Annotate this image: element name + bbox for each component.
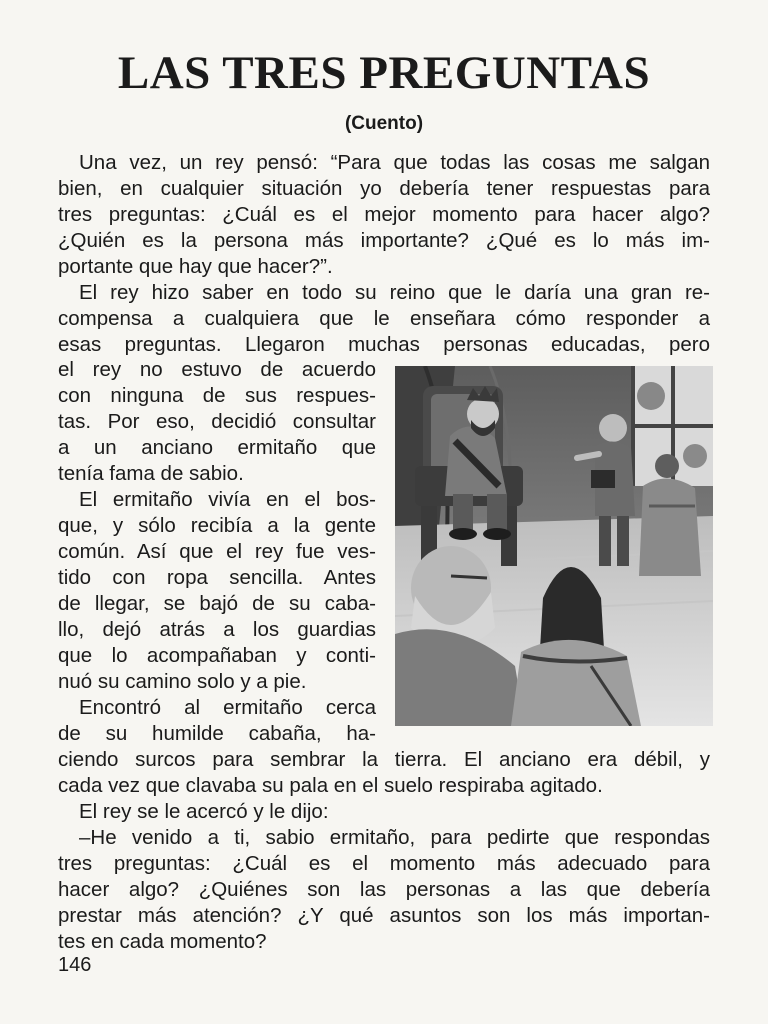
- text-line: tenía fama de sabio.: [58, 462, 244, 485]
- text-line: ¿Quién es la persona más importante? ¿Qué es lo más im-: [58, 229, 710, 252]
- text-line: de su humilde cabaña, ha-: [58, 722, 376, 745]
- text-line: que, y sólo recibía a la gente: [58, 514, 376, 537]
- text-line: compensa a cualquiera que le enseñara cómo responder a: [58, 307, 710, 330]
- text-line: tido con ropa sencilla. Antes: [58, 566, 376, 589]
- text-line: a un anciano ermitaño que: [58, 436, 376, 459]
- text-line: El rey hizo saber en todo su reino que le daría una gran re-: [79, 281, 710, 304]
- text-line: cada vez que clavaba su pala en el suelo respiraba agitado.: [58, 774, 603, 797]
- text-line: Encontró al ermitaño cerca: [79, 696, 376, 719]
- subtitle: (Cuento): [344, 113, 424, 134]
- text-line: nuó su camino solo y a pie.: [58, 670, 307, 693]
- page-number: 146: [58, 954, 92, 976]
- text-line: prestar más atención? ¿Y qué asuntos son los más importan-: [58, 904, 710, 927]
- text-line: El rey se le acercó y le dijo:: [79, 800, 329, 823]
- text-line: –He venido a ti, sabio ermitaño, para pedirte que respondas: [79, 826, 710, 849]
- text-line: tres preguntas: ¿Cuál es el momento más adecuado para: [58, 852, 710, 875]
- page-title: LAS TRES PREGUNTAS: [117, 47, 651, 99]
- text-line: portante que hay que hacer?”.: [58, 255, 333, 278]
- text-line: tres preguntas: ¿Cuál es el mejor momento para hacer algo?: [58, 203, 710, 226]
- text-line: Una vez, un rey pensó: “Para que todas las cosas me salgan: [79, 151, 710, 174]
- text-line: con ninguna de sus respues-: [58, 384, 376, 407]
- text-line: hacer algo? ¿Quiénes son las personas a las que debería: [58, 878, 710, 901]
- text-line: tes en cada momento?: [58, 930, 267, 953]
- text-line: de llegar, se bajó de su caba-: [58, 592, 376, 615]
- text-line: bien, en cualquier situación yo debería tener respuestas para: [58, 177, 710, 200]
- text-line: que lo acompañaban y conti-: [58, 644, 376, 667]
- text-line: llo, dejó atrás a los guardias: [58, 618, 376, 641]
- text-line: el rey no estuvo de acuerdo: [58, 358, 376, 381]
- text-line: tas. Por eso, decidió consultar: [58, 410, 376, 433]
- text-line: El ermitaño vivía en el bos-: [79, 488, 376, 511]
- text-line: ciendo surcos para sembrar la tierra. El anciano era débil, y: [58, 748, 710, 771]
- text-line: común. Así que el rey fue ves-: [58, 540, 376, 563]
- illustration: [395, 366, 713, 726]
- text-line: esas preguntas. Llegaron muchas personas educadas, pero: [58, 333, 710, 356]
